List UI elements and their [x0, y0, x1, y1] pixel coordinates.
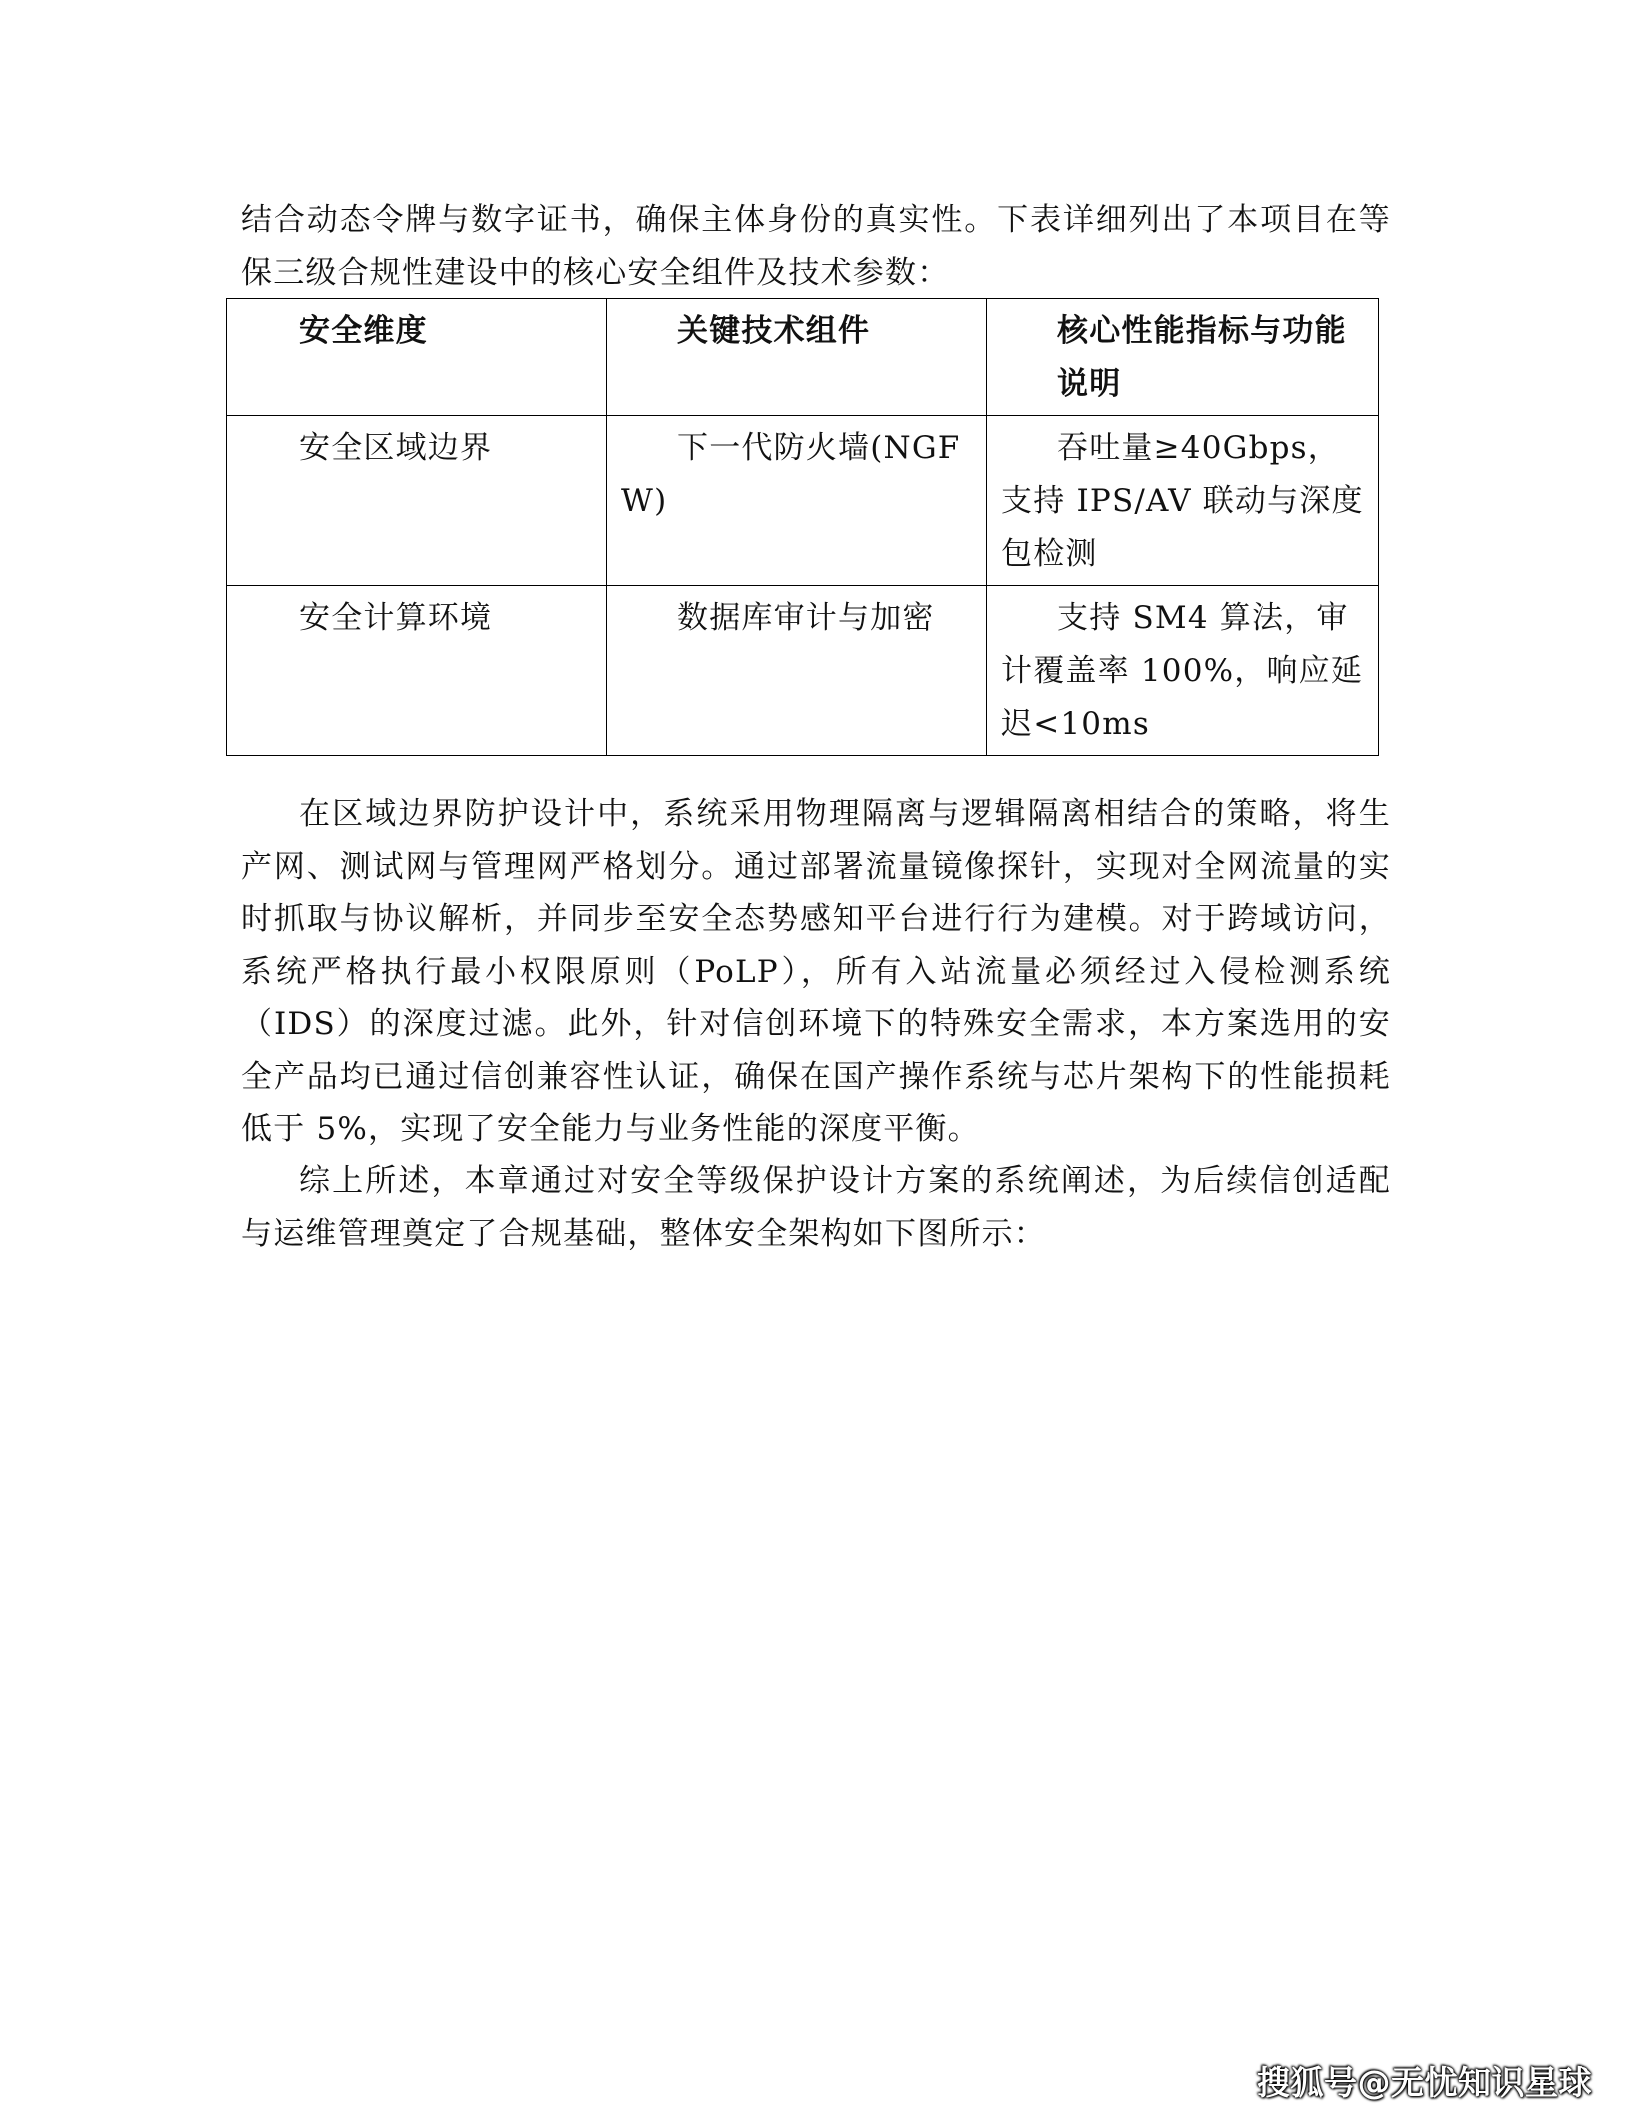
security-components-table	[226, 298, 1379, 756]
table-header-row	[227, 299, 1379, 416]
table-cell: 安全计算环境	[227, 586, 607, 756]
header-cell: 关键技术组件	[607, 299, 987, 416]
header-cell: 核心性能指标与功能说明	[987, 299, 1379, 416]
table-cell: 下一代防火墙(NGFW)	[607, 416, 987, 586]
header-cell: 安全维度	[227, 299, 607, 416]
watermark: 搜狐号@无忧知识星球	[1257, 2063, 1592, 2102]
table-cell: 吞吐量≥40Gbps，支持 IPS/AV 联动与深度包检测	[987, 416, 1379, 586]
table-cell: 安全区域边界	[227, 416, 607, 586]
intro-paragraph: 结合动态令牌与数字证书，确保主体身份的真实性。下表详细列出了本项目在等保三级合规性建设中的核心安全组件及技术参数：	[241, 202, 1391, 291]
table-row	[227, 416, 1379, 586]
table-row	[227, 586, 1379, 756]
table-cell: 支持 SM4 算法，审计覆盖率 100%，响应延迟<10ms	[987, 586, 1379, 756]
table-cell: 数据库审计与加密	[607, 586, 987, 756]
body-paragraph: 综上所述，本章通过对安全等级保护设计方案的系统阐述，为后续信创适配与运维管理奠定了合规基础，整体安全架构如下图所示：	[241, 1163, 1391, 1252]
body-paragraph: 在区域边界防护设计中，系统采用物理隔离与逻辑隔离相结合的策略，将生产网、测试网与管理网严格划分。通过部署流量镜像探针，实现对全网流量的实时抓取与协议解析，并同步至安全态势感知平台进行行为建模。对于跨域访问，系统严格执行最小权限原则（PoLP），所有入站流量必须经过入侵检测系统（IDS）的深度过滤。此外，针对信创环境下的特殊安全需求，本方案选用的安全产品均已通过信创兼容性认证，确保在国产操作系统与芯片架构下的性能损耗低于 5%，实现了安全能力与业务性能的深度平衡。	[241, 796, 1391, 1147]
